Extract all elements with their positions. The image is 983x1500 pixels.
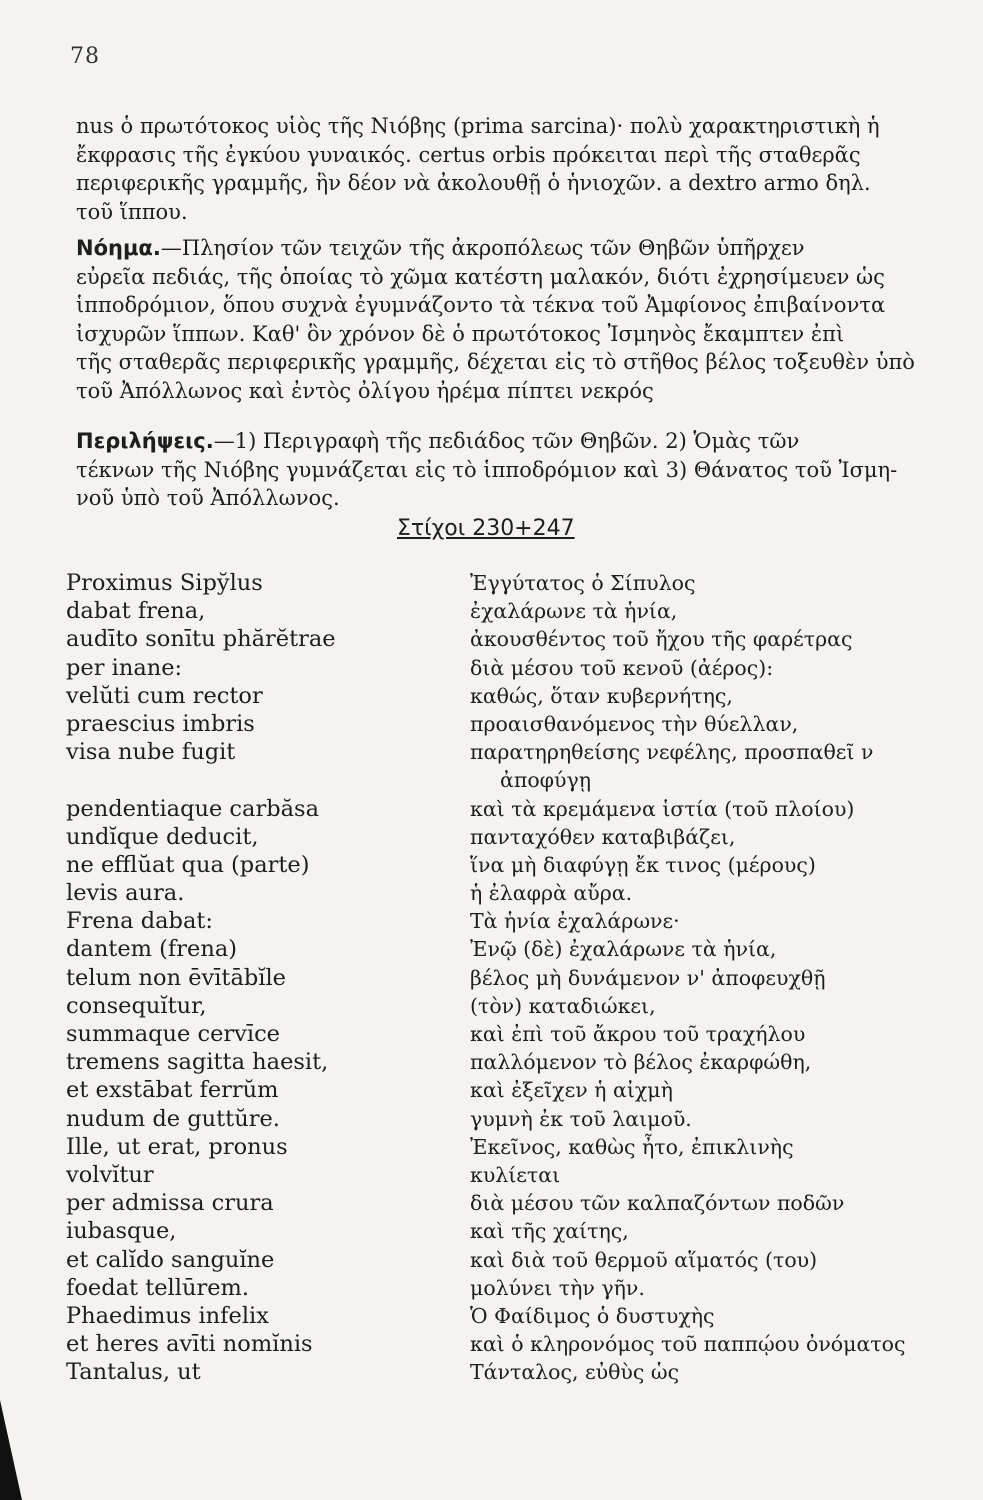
- meaning-line: ἰσχυρῶν ἵππων. Καθ' ὃν χρόνον δὲ ὁ πρωτότοκος Ἰσμηνὸς ἔκαμπτεν ἐπὶ: [76, 321, 845, 346]
- latin-line: dantem (frena): [66, 936, 238, 963]
- latin-line: summaque cervīce: [66, 1021, 280, 1047]
- meaning-heading: Νόημα.: [76, 236, 161, 260]
- latin-line: et heres avīti nomĭnis: [66, 1331, 313, 1358]
- corner-shadow: [0, 1400, 22, 1500]
- greek-line: καὶ διὰ τοῦ θερμοῦ αἵματός (του): [470, 1247, 818, 1272]
- greek-line: ἐχαλάρωνε τὰ ἡνία,: [470, 599, 678, 624]
- latin-line: volvĭtur: [66, 1161, 154, 1188]
- latin-line: audīto sonītu phărĕtrae: [66, 626, 336, 653]
- commentary-line: ἔκφρασις τῆς ἐγκύου γυναικός. certus orbis πρόκειται περὶ τῆς σταθερᾶς: [76, 142, 861, 167]
- meaning-line-text: —Πλησίον τῶν τειχῶν τῆς ἀκροπόλεως τῶν Θηβῶν ὑπῆρχεν: [160, 236, 805, 260]
- commentary-line: τοῦ ἵππου.: [76, 199, 188, 224]
- greek-line: ἡ ἐλαφρὰ αὔρα.: [470, 881, 633, 906]
- greek-line: γυμνὴ ἐκ τοῦ λαιμοῦ.: [470, 1106, 692, 1131]
- greek-line: Τὰ ἡνία ἐχαλάρωνε·: [470, 909, 680, 934]
- commentary-line: περιφερικῆς γραμμῆς, ἣν δέον νὰ ἀκολουθῇ ὁ ἡνιοχῶν. a dextro armo δηλ.: [76, 171, 871, 195]
- greek-line: καὶ τῆς χαίτης,: [470, 1219, 629, 1244]
- latin-line: Tantalus, ut: [66, 1359, 201, 1386]
- meaning-line: ἱπποδρόμιον, ὅπου συχνὰ ἐγυμνάζοντο τὰ τέκνα τοῦ Ἀμφίονος ἐπιβαίνοντα: [76, 293, 886, 317]
- summary-line: νοῦ ὑπὸ τοῦ Ἀπόλλωνος.: [76, 486, 340, 510]
- greek-line: καὶ ὁ κληρονόμος τοῦ παππῴου ὀνόματος: [470, 1332, 906, 1357]
- latin-line: velŭti cum rector: [66, 682, 263, 709]
- latin-line: visa nube fugit: [66, 739, 236, 766]
- latin-line: nudum de guttŭre.: [66, 1105, 280, 1132]
- latin-line: et calĭdo sanguĭne: [66, 1246, 275, 1273]
- summary-line-text: —1) Περιγραφὴ τῆς πεδιάδος τῶν Θηβῶν. 2) Ὁμὰς τῶν: [213, 429, 800, 453]
- greek-line: Ἐνῷ (δὲ) ἐχαλάρωνε τὰ ἡνία,: [470, 937, 777, 962]
- greek-line: ἵνα μὴ διαφύγῃ ἔκ τινος (μέρους): [470, 852, 816, 877]
- latin-line: consequĭtur,: [66, 992, 207, 1019]
- latin-line: per admissa crura: [66, 1190, 274, 1217]
- greek-line: καὶ ἐπὶ τοῦ ἄκρου τοῦ τραχήλου: [470, 1022, 806, 1046]
- greek-line: μολύνει τὴν γῆν.: [470, 1275, 645, 1300]
- greek-line: Τάνταλος, εὐθὺς ὡς: [470, 1360, 680, 1385]
- meaning-line: τοῦ Ἀπόλλωνος καὶ ἐντὸς ὀλίγου ἠρέμα πίπτει νεκρός: [76, 378, 654, 403]
- summary-line: [76, 427, 952, 456]
- verses-title: Στίχοι 230+247: [397, 516, 575, 541]
- greek-line: διὰ μέσου τοῦ κενοῦ (ἀέρος):: [470, 655, 774, 680]
- greek-line: ἀποφύγῃ: [500, 768, 592, 793]
- greek-line: καθώς, ὅταν κυβερνήτης,: [470, 683, 733, 708]
- latin-line: foedat tellūrem.: [66, 1274, 249, 1301]
- meaning-paragraph: [76, 234, 952, 405]
- latin-line: pendentiaque carbăsa: [66, 795, 319, 822]
- greek-line: διὰ μέσου τῶν καλπαζόντων ποδῶν: [470, 1191, 845, 1216]
- greek-line: προαισθανόμενος τὴν θύελλαν,: [470, 711, 799, 736]
- meaning-line: εὐρεῖα πεδιάς, τῆς ὁποίας τὸ χῶμα κατέστη μαλακόν, διότι ἐχρησίμευεν ὡς: [76, 264, 885, 289]
- latin-line: iubasque,: [66, 1218, 177, 1245]
- greek-line: Ὁ Φαίδιμος ὁ δυστυχὴς: [470, 1303, 715, 1328]
- greek-line: καὶ τὰ κρεμάμενα ἱστία (τοῦ πλοίου): [470, 796, 855, 821]
- latin-text-column: [66, 569, 336, 1386]
- greek-line: πανταχόθεν καταβιβάζει,: [470, 824, 736, 849]
- greek-line: παρατηρηθείσης νεφέλης, προσπαθεῖ ν: [470, 740, 874, 765]
- page-number: 78: [70, 44, 100, 69]
- latin-line: dabat frena,: [66, 598, 206, 625]
- latin-line: undĭque deducit,: [66, 823, 259, 850]
- greek-line: παλλόμενον τὸ βέλος ἐκαρφώθη,: [470, 1050, 812, 1075]
- latin-line: ne efflŭat qua (parte): [66, 851, 310, 878]
- latin-line: tremens sagitta haesit,: [66, 1049, 329, 1076]
- summary-line: τέκνων τῆς Νιόβης γυμνάζεται εἰς τὸ ἱπποδρόμιον καὶ 3) Θάνατος τοῦ Ἰσμη-: [76, 457, 898, 482]
- greek-line: καὶ ἐξεῖχεν ἡ αἰχμὴ: [470, 1078, 673, 1103]
- greek-line: ἀκουσθέντος τοῦ ἤχου τῆς φαρέτρας: [470, 627, 853, 652]
- latin-line: Frena dabat:: [66, 908, 213, 935]
- greek-line: Ἐκεῖνος, καθὼς ἦτο, ἐπικλινὴς: [470, 1134, 794, 1159]
- commentary-line: nus ὁ πρωτότοκος υἱὸς τῆς Νιόβης (prima sarcina)· πολὺ χαρακτηριστικὴ ἡ: [76, 114, 880, 138]
- latin-line: per inane:: [66, 654, 183, 681]
- latin-line: praescius imbris: [66, 710, 255, 737]
- greek-line: (τὸν) καταδιώκει,: [470, 993, 656, 1018]
- meaning-line: τῆς σταθερᾶς περιφερικῆς γραμμῆς, δέχεται εἰς τὸ στῆθος βέλος τοξευθὲν ὑπὸ: [76, 350, 915, 374]
- latin-line: levis aura.: [66, 880, 185, 907]
- latin-line: Phaedimus infelix: [66, 1302, 269, 1329]
- greek-translation-column: [470, 569, 905, 1386]
- summary-paragraph: [76, 427, 952, 513]
- latin-line: Proximus Sipy̆lus: [66, 570, 263, 596]
- summary-heading: Περιλήψεις.: [76, 429, 214, 453]
- greek-line: βέλος μὴ δυνάμενον ν' ἀποφευχθῇ: [470, 965, 826, 990]
- greek-line: Ἐγγύτατος ὁ Σίπυλος: [470, 571, 696, 595]
- latin-line: Ille, ut erat, pronus: [66, 1133, 288, 1160]
- latin-line: telum non ēvītābĭle: [66, 964, 287, 991]
- greek-line: κυλίεται: [470, 1162, 561, 1187]
- latin-line: et exstābat ferrŭm: [66, 1077, 279, 1104]
- commentary-paragraph: [76, 112, 952, 226]
- meaning-line: [76, 234, 952, 263]
